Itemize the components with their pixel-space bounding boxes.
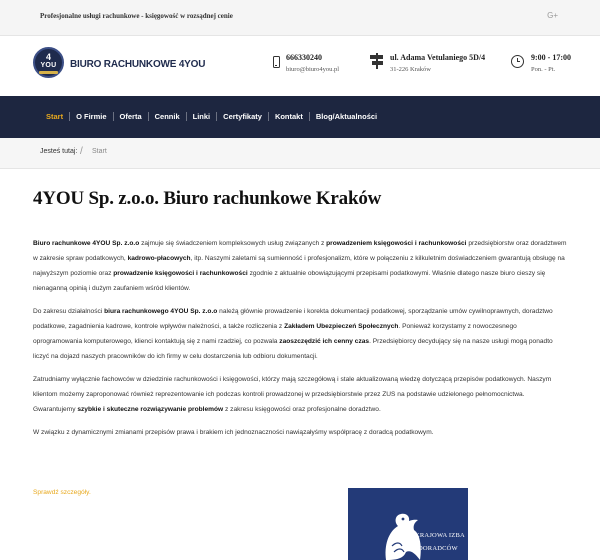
- nav-item-linki[interactable]: Linki: [187, 112, 218, 121]
- text-run: prowadzeniem księgowości i rachunkowości: [326, 240, 467, 247]
- nav-item-oferta[interactable]: Oferta: [114, 112, 149, 121]
- text-run: prowadzenie księgowości i rachunkowości: [113, 270, 248, 277]
- contact-email[interactable]: biuro@biuro4you.pl: [286, 66, 340, 73]
- brand-name[interactable]: BIURO RACHUNKOWE 4YOU: [70, 59, 206, 70]
- logo-text: YOU: [40, 62, 57, 69]
- nav-item-kontakt[interactable]: Kontakt: [269, 112, 310, 121]
- breadcrumb: [0, 138, 600, 169]
- paragraph-intro: [33, 236, 567, 296]
- top-bar: [0, 0, 600, 36]
- signpost-arrow-b: [372, 61, 383, 65]
- contact-hours: 9:00 - 17:00: [531, 53, 571, 62]
- signpost-arrow-a: [370, 55, 383, 59]
- clock-icon: [511, 55, 524, 68]
- site-tagline: Profesjonalne usługi rachunkowe - księgowość w rozsądnej cenie: [40, 12, 233, 20]
- text-run: Biuro rachunkowe 4YOU Sp. z.o.o: [33, 240, 140, 247]
- text-run: Zakładem Ubezpieczeń Społecznych: [284, 323, 399, 330]
- text-run: z zakresu księgowości oraz profesjonalne doradztwo.: [223, 406, 381, 413]
- paragraph-experts: [33, 372, 567, 417]
- text-run: , itp. Naszymi zaletami są sumienność i profesjonalizm, które w połączeniu z kilkuletnim doświadczeniem gwarantują obsługę na najwyższym poziomie oraz: [33, 255, 565, 277]
- phone-icon: [273, 56, 280, 68]
- text-run: W związku z dynamicznymi zmianami przepisów prawa i brakiem ich jednoznaczności nawiązałyśmy współpracę z doradcą podatkowym.: [33, 429, 434, 436]
- badge-line-1: KRAJOWA IZBA: [415, 532, 465, 539]
- breadcrumb-current: Start: [92, 148, 107, 155]
- chamber-badge[interactable]: [348, 488, 468, 560]
- contact-phone[interactable]: 666330240: [286, 53, 322, 62]
- contact-address-line2: 31-226 Kraków: [390, 66, 431, 73]
- text-run: Zatrudniamy wyłącznie fachowców w dziedzinie rachunkowości i księgowości, którzy mają szczegółową i stale aktualizowaną wiedzę dotyczącą przepisów podatkowych. Naszym klientom możemy zaproponować również reprezentowanie ich podczas kontroli prowadzonej w przedsiębiorstwie przez ZUS na podstawie udzielonego pełnomocnictwa. Gwarantujemy: [33, 376, 552, 413]
- paragraph-scope: [33, 304, 567, 364]
- text-run: biura rachunkowego 4YOU Sp. z.o.o: [104, 308, 218, 315]
- breadcrumb-label: Jesteś tutaj:: [40, 148, 78, 155]
- logo-number: 4: [45, 52, 51, 62]
- text-run: zaoszczędzić ich cenny czas: [279, 338, 370, 345]
- text-run: zajmuje się świadczeniem kompleksowych usług związanych z: [139, 240, 327, 247]
- nav-item-blog[interactable]: Blog/Aktualności: [315, 112, 378, 121]
- text-run: szybkie i skuteczne rozwiązywanie problemów: [77, 406, 224, 413]
- details-link[interactable]: Sprawdź szczegóły.: [33, 489, 91, 496]
- text-run: . Ponieważ korzystamy z nowoczesnego oprogramowania komputerowego, klienci kontaktują się z nami rzadziej, co pozwala: [33, 323, 517, 345]
- nav-item-certyfikaty[interactable]: Certyfikaty: [217, 112, 269, 121]
- nav-item-o-firmie[interactable]: O Firmie: [70, 112, 113, 121]
- page-title: 4YOU Sp. z.o.o. Biuro rachunkowe Kraków: [33, 188, 382, 209]
- main-content: [33, 236, 567, 448]
- contact-address-line1: ul. Adama Vetulaniego 5D/4: [390, 53, 486, 62]
- google-plus-icon[interactable]: G+: [547, 11, 558, 20]
- breadcrumb-separator: /: [80, 146, 83, 157]
- text-run: Do zakresu działalności: [33, 308, 105, 315]
- text-run: przedsiębiorstw oraz doradztwem w zakresie spraw podatkowych,: [33, 240, 567, 262]
- nav-item-start[interactable]: Start: [40, 112, 70, 121]
- text-run: należą głównie prowadzenie i korekta dokumentacji podatkowej, sporządzanie umów cywilnoprawnych, doradztwo podatkowe, zagadnienia kadrowe, kontrole wpływów należności, a także rozliczenia z: [33, 308, 553, 330]
- text-run: zgodnie z aktualnie obowiązującymi przepisami podatkowymi. Właśnie dlatego nasze biuro cieszy się nienaganną opinią i dużym zaufaniem wśród klientów.: [33, 270, 546, 292]
- nav-item-cennik[interactable]: Cennik: [149, 112, 187, 121]
- contact-days: Pon. - Pt.: [531, 66, 556, 73]
- logo-underline: [39, 71, 58, 74]
- logo[interactable]: [33, 47, 64, 78]
- text-run: kadrowo-płacowych: [127, 255, 191, 262]
- text-run: . Przedsiębiorcy decydujący się na nasze usługi mogą ponadto liczyć na dojazd naszych pracowników do ich firmy w celu dostarczenia lub odbioru dokumentacji.: [33, 338, 553, 360]
- badge-line-2: DORADCÓW: [418, 545, 458, 552]
- main-nav: [0, 96, 600, 138]
- paragraph-tax-advisor: [33, 425, 567, 440]
